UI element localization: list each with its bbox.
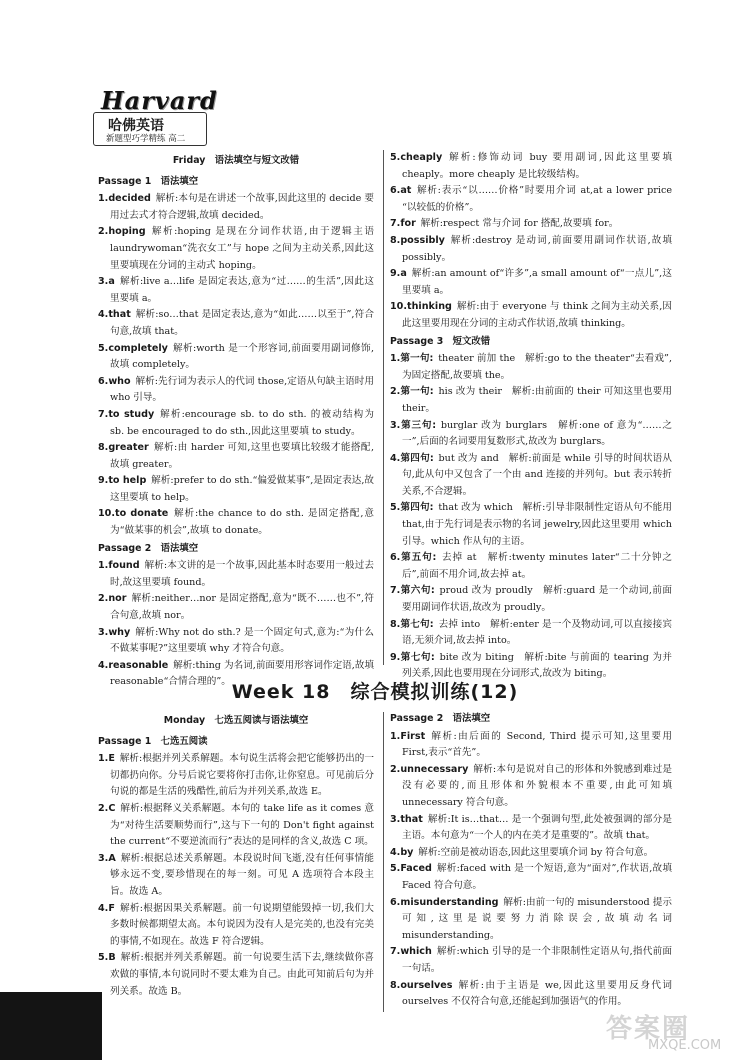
answer-key: 4.第四句:: [390, 452, 434, 464]
answer-explanation: 解析:destroy 是动词,前面要用副词作状语,故填 possibly。: [402, 234, 672, 263]
answer-explanation: 解析:thing 为名词,前面要用形容词作定语,故填 reasonable“合情合理的”。: [110, 659, 375, 688]
answer-explanation: 解析:本文讲的是一个故事,因此基本时态要用一般过去时,故这里要填 found。: [110, 560, 374, 588]
answer-key: 7.which: [390, 946, 432, 958]
answer-explanation: 解析:本句是说对自己的形体和外貌感到难过是没有必要的,而且形体和外貌根本不重要,由此可知填 unnecessary 符合句意。: [402, 763, 672, 808]
answer-explanation: 解析:由前一句的 misunderstood 提示可知,这里是说要努力消除误会,故填动名词 misunderstanding。: [402, 896, 672, 941]
logo-box: [93, 112, 207, 146]
answer-key: 5.cheaply: [390, 152, 443, 163]
answer-explanation: 解析:本句是在讲述一个故事,因此这里的 decide 要用过去式才符合逻辑,故填 decided。: [110, 193, 374, 221]
answer-item: [98, 374, 374, 407]
answer-key: 8.possibly: [390, 234, 445, 246]
answer-explanation: 去掉 at 解析:twenty minutes later“二十分钟之后”,前面不用介词,故去掉 at。: [402, 552, 672, 580]
answer-key: 5.completely: [98, 342, 168, 354]
answer-key: 1.First: [390, 730, 426, 742]
answer-item: [98, 224, 374, 274]
answer-key: 6.第五句:: [390, 552, 437, 564]
answer-explanation: 解析:根据并列关系解题。前一句说要生活下去,继续做你喜欢做的事情,本句说同时不要太难为自己。由此可知前后句为并列关系。故选 B。: [110, 952, 374, 997]
watermark-logo: 答案圈: [606, 1014, 691, 1044]
page-edge-bar: [0, 992, 102, 1060]
answer-item: [98, 851, 374, 901]
answer-key: 10.thinking: [390, 301, 452, 313]
answer-item: [390, 266, 672, 299]
answer-explanation: 解析:根据总述关系解题。本段说时间飞逝,没有任何事情能够永远不变,要珍惜现在的每一刻。可见 A 选项符合本段主旨。故选 A。: [110, 852, 374, 897]
passage-heading: Passage 3 短文改错: [390, 335, 491, 347]
answer-item: [390, 729, 672, 762]
watermark: [606, 1008, 746, 1056]
answer-item: [98, 558, 374, 591]
answer-item: [390, 978, 672, 1011]
answer-item: [98, 506, 374, 539]
answer-explanation: 解析:which 引导的是一个非限制性定语从句,指代前面一句话。: [402, 946, 672, 974]
answer-explanation: 解析:空前是被动语态,因此这里要填介词 by 符合句意。: [418, 846, 654, 858]
answer-key: 2.unnecessary: [390, 763, 469, 775]
answer-explanation: 解析:the chance to do sth. 是固定搭配,意为“做某事的机会”,故填 to donate。: [110, 508, 374, 537]
answer-item: [390, 183, 672, 216]
answer-item: [98, 591, 374, 624]
section-heading: Friday 语法填空与短文改错: [172, 155, 300, 166]
answer-item: [390, 500, 672, 550]
answer-key: 8.ourselves: [390, 979, 453, 991]
answer-key: 9.to help: [98, 475, 147, 487]
answer-key: 4.F: [98, 902, 115, 914]
logo-chinese-title: 哈佛英语: [108, 118, 164, 134]
answer-item: [390, 861, 672, 894]
answer-item: [98, 307, 374, 340]
answer-key: 10.to donate: [98, 508, 169, 520]
answer-key: 9.第七句:: [390, 651, 435, 663]
answer-explanation: 解析:Why not do sth.? 是一个固定句式,意为:“为什么不做某事呢?”这里要填 why 才符合句意。: [110, 626, 374, 655]
answer-key: 6.at: [390, 185, 412, 197]
answer-explanation: bite 改为 biting 解析:bite 与前面的 tearing 为并列关系,因此也要用现在分词形式,故改为 biting。: [402, 651, 672, 680]
answer-item: [98, 751, 374, 801]
answer-key: 5.B: [98, 952, 116, 964]
answer-explanation: 解析:由 harder 可知,这里也要填比较级才能搭配,故填 greater。: [110, 442, 374, 470]
answer-key: 9.a: [390, 268, 407, 280]
answer-item: [390, 812, 672, 845]
answer-key: 1.第一句:: [390, 353, 434, 365]
answer-explanation: his 改为 their 解析:由前面的 their 可知这里也要用 their。: [402, 386, 672, 414]
answer-key: 8.greater: [98, 442, 149, 454]
lower-right-column: [390, 710, 672, 1011]
logo-wordmark: Harvard: [101, 86, 218, 115]
answer-explanation: burglar 改为 burglars 解析:one of 意为“……之一”,后面的名词要用复数形式,故改为 burglars。: [402, 419, 672, 448]
answer-explanation: 解析:prefer to do sth.“偏爱做某事”,是固定表达,故这里要填 to help。: [110, 475, 374, 503]
answer-explanation: 解析:修饰动词 buy 要用副词,因此这里要填 cheaply。more cheaply 是比较级结构。: [402, 152, 672, 180]
answer-key: 4.that: [98, 309, 131, 321]
answer-key: 8.第七句:: [390, 618, 434, 630]
answer-explanation: 解析:由于主语是 we,因此这里要用反身代词 ourselves 不仅符合句意,还能起到加强语气的作用。: [402, 979, 672, 1008]
answer-explanation: theater 前加 the 解析:go to the theater“去看戏”,为固定搭配,故要填 the。: [402, 353, 672, 381]
answer-item: [390, 550, 672, 583]
answer-key: 2.第一句:: [390, 386, 434, 398]
answer-item: [98, 473, 374, 506]
lower-left-column: [98, 710, 374, 1000]
answer-key: 3.a: [98, 276, 115, 288]
passage-heading: Passage 1 七选五阅读: [98, 735, 208, 747]
answer-item: [98, 341, 374, 374]
answer-explanation: proud 改为 proudly 解析:guard 是一个动词,前面要用副词作状语,故改为 proudly。: [402, 585, 672, 614]
answer-item: [98, 191, 374, 224]
answer-explanation: that 改为 which 解析:引导非限制性定语从句不能用 that,由于先行词是表示物的名词 jewelry,因此这里要用 which 引导。which 作从句的主语。: [402, 502, 672, 547]
answer-item: [98, 440, 374, 473]
answer-key: 1.decided: [98, 193, 151, 205]
answer-item: [390, 944, 672, 977]
answer-explanation: 解析:live a…life 是固定表达,意为“过……的生活”,因此这里要填 a。: [110, 276, 374, 304]
answer-explanation: 解析:根据释义关系解题。本句的 take life as it comes 意为“对待生活要顺势而行”,这与下一句的 Don't fight against the current“不要逆流而行”表达的是同样的含义,故选 C 项。: [110, 802, 374, 848]
answer-key: 3.why: [98, 626, 131, 638]
harvard-logo: [85, 86, 218, 146]
answer-item: [98, 625, 374, 658]
passage-heading: Passage 1 语法填空: [98, 175, 199, 187]
answer-explanation: 解析:so…that 是固定表达,意为“如此……以至于”,符合句意,故填 that。: [110, 309, 374, 337]
upper-right-column: [390, 150, 672, 683]
answer-explanation: 解析:由于 everyone 与 think 之间为主动关系,因此这里要用现在分词的主动式作状语,故填 thinking。: [402, 301, 672, 329]
answer-explanation: 解析:It is…that… 是一个强调句型,此处被强调的部分是主语。本句意为“一个人的内在美才是重要的”。故填 that。: [402, 813, 672, 842]
answer-explanation: 解析:encourage sb. to do sth. 的被动结构为 sb. be encouraged to do sth.,因此这里要填 to study。: [110, 408, 374, 437]
answer-item: [390, 351, 672, 384]
answer-explanation: 解析:由后面的 Second, Third 提示可知,这里要用 First,表示“首先”。: [402, 730, 672, 759]
answer-key: 4.reasonable: [98, 659, 169, 671]
answer-key: 2.nor: [98, 593, 127, 605]
answer-item: [98, 950, 374, 1000]
answer-item: [390, 762, 672, 812]
answer-explanation: 解析:neither…nor 是固定搭配,意为“既不……也不”,符合句意,故填 nor。: [110, 593, 374, 622]
answer-item: [98, 407, 374, 440]
answer-item: [390, 583, 672, 616]
answer-item: [390, 384, 672, 417]
answer-key: 5.第四句:: [390, 502, 434, 514]
answer-explanation: 解析:worth 是一个形容词,前面要用副词修饰,故填 completely。: [110, 342, 374, 371]
answer-key: 3.第三句:: [390, 419, 437, 431]
answer-item: [390, 895, 672, 945]
answer-explanation: 去掉 into 解析:enter 是一个及物动词,可以直接接宾语,无须介词,故去掉 into。: [402, 618, 672, 647]
week-title: Week 18 综合模拟训练(12): [231, 681, 519, 703]
answer-key: 7.for: [390, 218, 416, 230]
answer-key: 3.that: [390, 813, 423, 825]
answer-item: [390, 233, 672, 266]
answer-explanation: 解析:an amount of“许多”,a small amount of“一点儿”,这里要填 a。: [402, 268, 672, 296]
answer-key: 7.to study: [98, 408, 155, 420]
passage-heading: Passage 2 语法填空: [390, 713, 491, 724]
answer-item: [390, 451, 672, 501]
answer-explanation: 解析:faced with 是一个短语,意为“面对”,作状语,故填 Faced 符合句意。: [402, 863, 672, 891]
answer-explanation: 解析:表示“以……价格”时要用介词 at,at a lower price “以较低的价格”。: [402, 185, 672, 213]
answer-key: 7.第六句:: [390, 585, 435, 597]
answer-key: 2.C: [98, 802, 116, 814]
answer-item: [98, 901, 374, 951]
answer-explanation: 解析:hoping 是现在分词作状语,由于逻辑主语 laundrywoman“洗衣女工”与 hope 之间为主动关系,因此这里要填现在分词的主动式 hoping。: [110, 226, 374, 271]
answer-item: [390, 845, 672, 862]
answer-item: [98, 801, 374, 851]
answer-explanation: 解析:respect 常与介词 for 搭配,故要填 for。: [420, 218, 619, 230]
logo-subtitle: 新题型巧学精练 高二: [106, 134, 186, 144]
answer-item: [390, 418, 672, 451]
upper-left-column: [98, 150, 374, 691]
section-heading: Monday 七选五阅读与语法填空: [163, 715, 309, 726]
answer-key: 1.E: [98, 753, 115, 765]
answer-key: 5.Faced: [390, 863, 432, 875]
answer-explanation: but 改为 and 解析:前面是 while 引导的时间状语从句,此从句中又包含了一个由 and 连接的并列句。but 表示转折关系,不合逻辑。: [402, 452, 672, 497]
answer-item: [390, 216, 672, 233]
answer-item: [98, 274, 374, 307]
answer-explanation: 解析:先行词为表示人的代词 those,定语从句缺主语时用 who 引导。: [110, 375, 374, 404]
column-divider-upper: [383, 150, 384, 665]
answer-key: 4.by: [390, 846, 414, 858]
answer-item: [390, 617, 672, 650]
answer-key: 1.found: [98, 560, 140, 572]
answer-item: [390, 150, 672, 183]
answer-item: [390, 299, 672, 332]
answer-explanation: 解析:根据因果关系解题。前一句说期望能毁掉一切,我们大多数时候都期望太高。本句说因为没有人是完美的,也没有完美的事情,不如现在。故选 F 符合逻辑。: [110, 902, 374, 947]
answer-key: 6.misunderstanding: [390, 896, 499, 908]
answer-explanation: 解析:根据并列关系解题。本句说生活将会把它能够扔出的一切都扔向你。分号后说它要将你打击你,让你窒息。可见前后分句说的都是生活的残酷性,前后为并列关系,故选 E。: [110, 753, 374, 798]
answer-key: 2.hoping: [98, 226, 146, 238]
column-divider-lower: [383, 712, 384, 1012]
answer-key: 6.who: [98, 375, 131, 387]
passage-heading: Passage 2 语法填空: [98, 542, 199, 554]
answer-key: 3.A: [98, 852, 116, 864]
watermark-url: MXQE.COM: [648, 1038, 722, 1053]
